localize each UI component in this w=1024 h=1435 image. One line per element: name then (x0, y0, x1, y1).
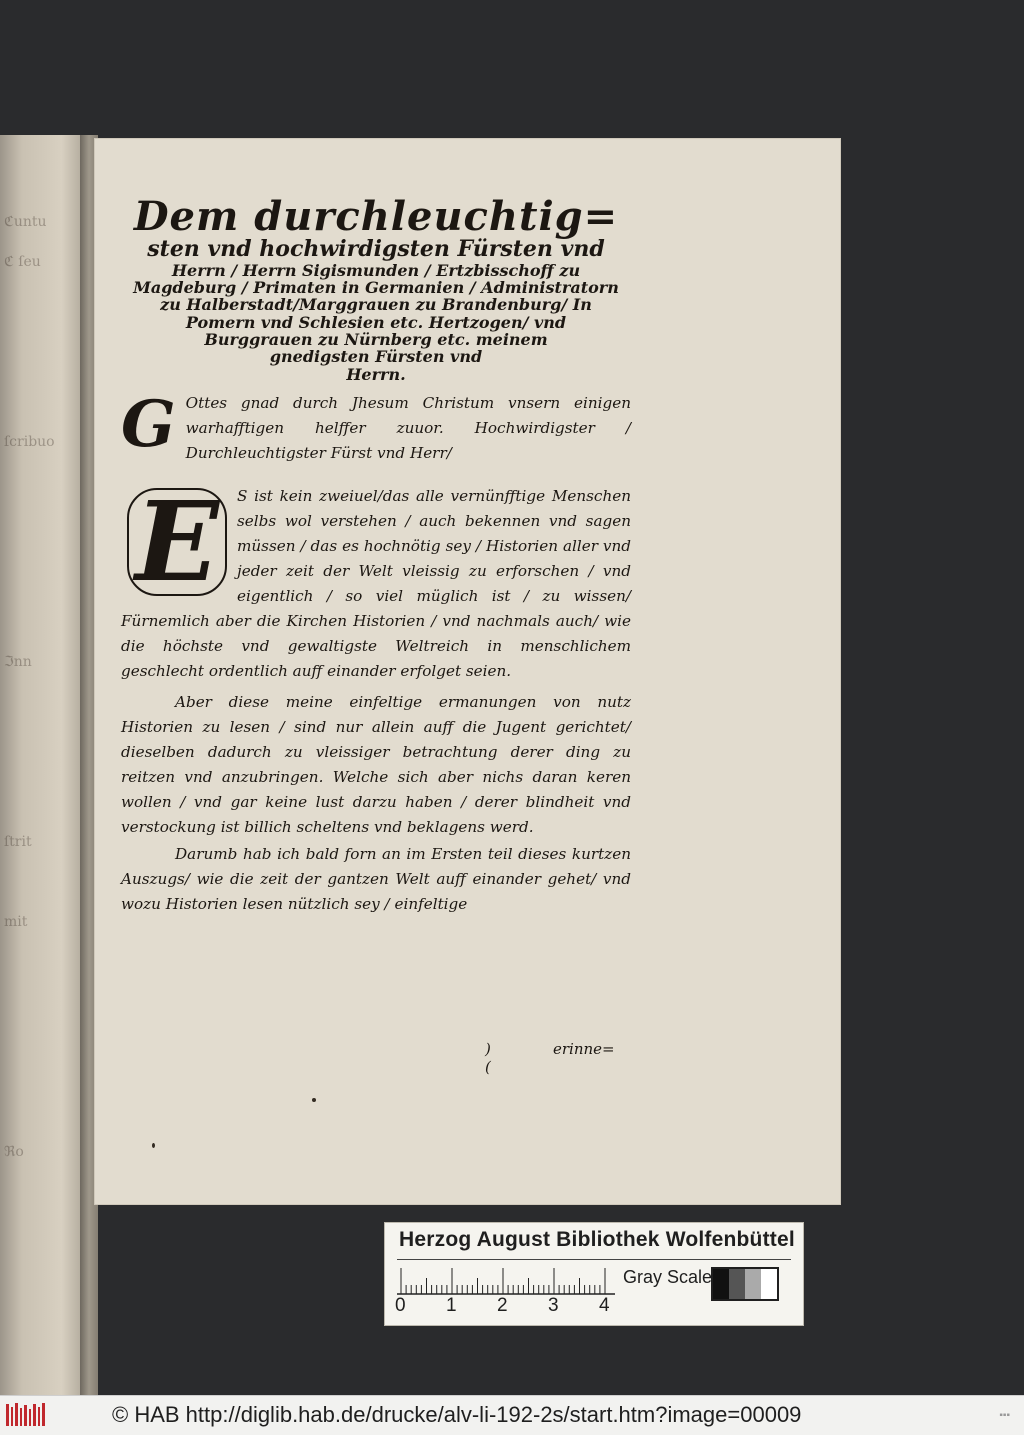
greeting-text: Ottes gnad durch Jhesum Christum vnsern einigen warhafftigen helffer zuuor. Hochwirdigster / Durchleuchtigster Fürst vnd Herr/ (185, 393, 631, 462)
ink-speck (152, 1143, 155, 1148)
greeting-paragraph (121, 386, 631, 466)
ruler-number: 0 (395, 1295, 406, 1316)
facing-page-edge: ℭuntu ℭ ſeu ſcribuo ℑnn ſtrit mit ℜo (0, 135, 88, 1395)
hab-barcode-logo-icon (6, 1402, 48, 1428)
title-line: Magdeburg / Primaten in Germanien / Administratorn (133, 278, 619, 298)
ornamental-drop-cap: E (127, 488, 227, 596)
title-line: zu Halberstadt/Marggrauen zu Brandenburg/ In (160, 295, 592, 315)
title-line: Pomern vnd Schlesien etc. Hertzogen/ vnd (185, 312, 567, 332)
ruler-number: 3 (548, 1295, 559, 1316)
gray-swatch (713, 1269, 729, 1299)
ruler-scale (397, 1265, 615, 1295)
card-divider (397, 1259, 791, 1260)
title-line-2: sten vnd hochwirdigsten Fürsten vnd (147, 236, 605, 263)
body-text-1: S ist kein zweiuel/das alle vernünfftige Menschen selbs wol verstehen / auch bekennen vnd sagen müssen / das es hochnötig sey / Historien aller vnd jeder zeit der Welt vleissig zu erforschen / vnd eigentlich / so viel müglich ist / zu wissen/ Fürnemlich aber die Kirchen Historien / vnd nachmals auch/ wie die höchste vnd gewaltigste Weltreich in menschlichem geschlecht ordentlich auff einander erfolget seien. (121, 486, 631, 680)
title-line: gnedigsten Fürsten vnd (269, 347, 483, 367)
gray-scale-label: Gray Scale (623, 1267, 713, 1287)
greeting-drop-cap: G (121, 386, 176, 462)
body-paragraph-1 (121, 476, 631, 684)
corner-marks: ▪▪▪ (999, 1410, 1010, 1421)
body-paragraph-3 (121, 842, 631, 917)
viewer-footer (0, 1395, 1024, 1435)
gray-swatch (745, 1269, 761, 1299)
body-paragraph-2 (121, 690, 631, 840)
title-line: Herrn / Herrn Sigismunden / Ertzbisschoff zu (171, 260, 581, 280)
page-text (121, 195, 631, 917)
ruler-number: 2 (497, 1295, 508, 1316)
gray-scale-swatches (711, 1267, 779, 1301)
title-line: Burggrauen zu Nürnberg etc. meinem (204, 330, 548, 349)
body-text-3: Darumb hab ich bald forn an im Ersten teil dieses kurtzen Auszugs/ wie die zeit der gantzen Welt auff einander gehet/ vnd wozu Historien lesen nützlich sey / einfeltige (121, 844, 631, 913)
title-line: Herrn. (346, 364, 406, 384)
signature-mark: )( (485, 1040, 491, 1076)
gray-swatch (761, 1269, 777, 1299)
ruler-numbers (391, 1295, 621, 1317)
ruler-number: 4 (599, 1295, 610, 1316)
ruler-number: 1 (446, 1295, 457, 1316)
body-text-2: Aber diese meine einfeltige ermanungen von nutz Historien zu lesen / sind nur allein auff die Jugent gerichtet/ dieselben dadurch zu vleissiger betrachtung derer ding zu reitzen vnd anzubringen. Welche sich aber nichs daran keren wollen / vnd gar keine lust darzu haben / derer blindheit vnd verstockung ist billich scheltens vnd beklagens werd. (121, 692, 631, 836)
catchword: erinne= (553, 1040, 615, 1058)
copyright-url[interactable]: © HAB http://diglib.hab.de/drucke/alv-li-192-2s/start.htm?image=00009 (112, 1402, 802, 1427)
gray-swatch (729, 1269, 745, 1299)
title-line-1: Dem durchleuchtig= (133, 193, 619, 240)
dedication-title (121, 195, 631, 383)
ink-speck (312, 1098, 316, 1102)
institution-name: Herzog August Bibliothek Wolfenbüttel (399, 1228, 795, 1251)
color-calibration-card (384, 1222, 804, 1326)
